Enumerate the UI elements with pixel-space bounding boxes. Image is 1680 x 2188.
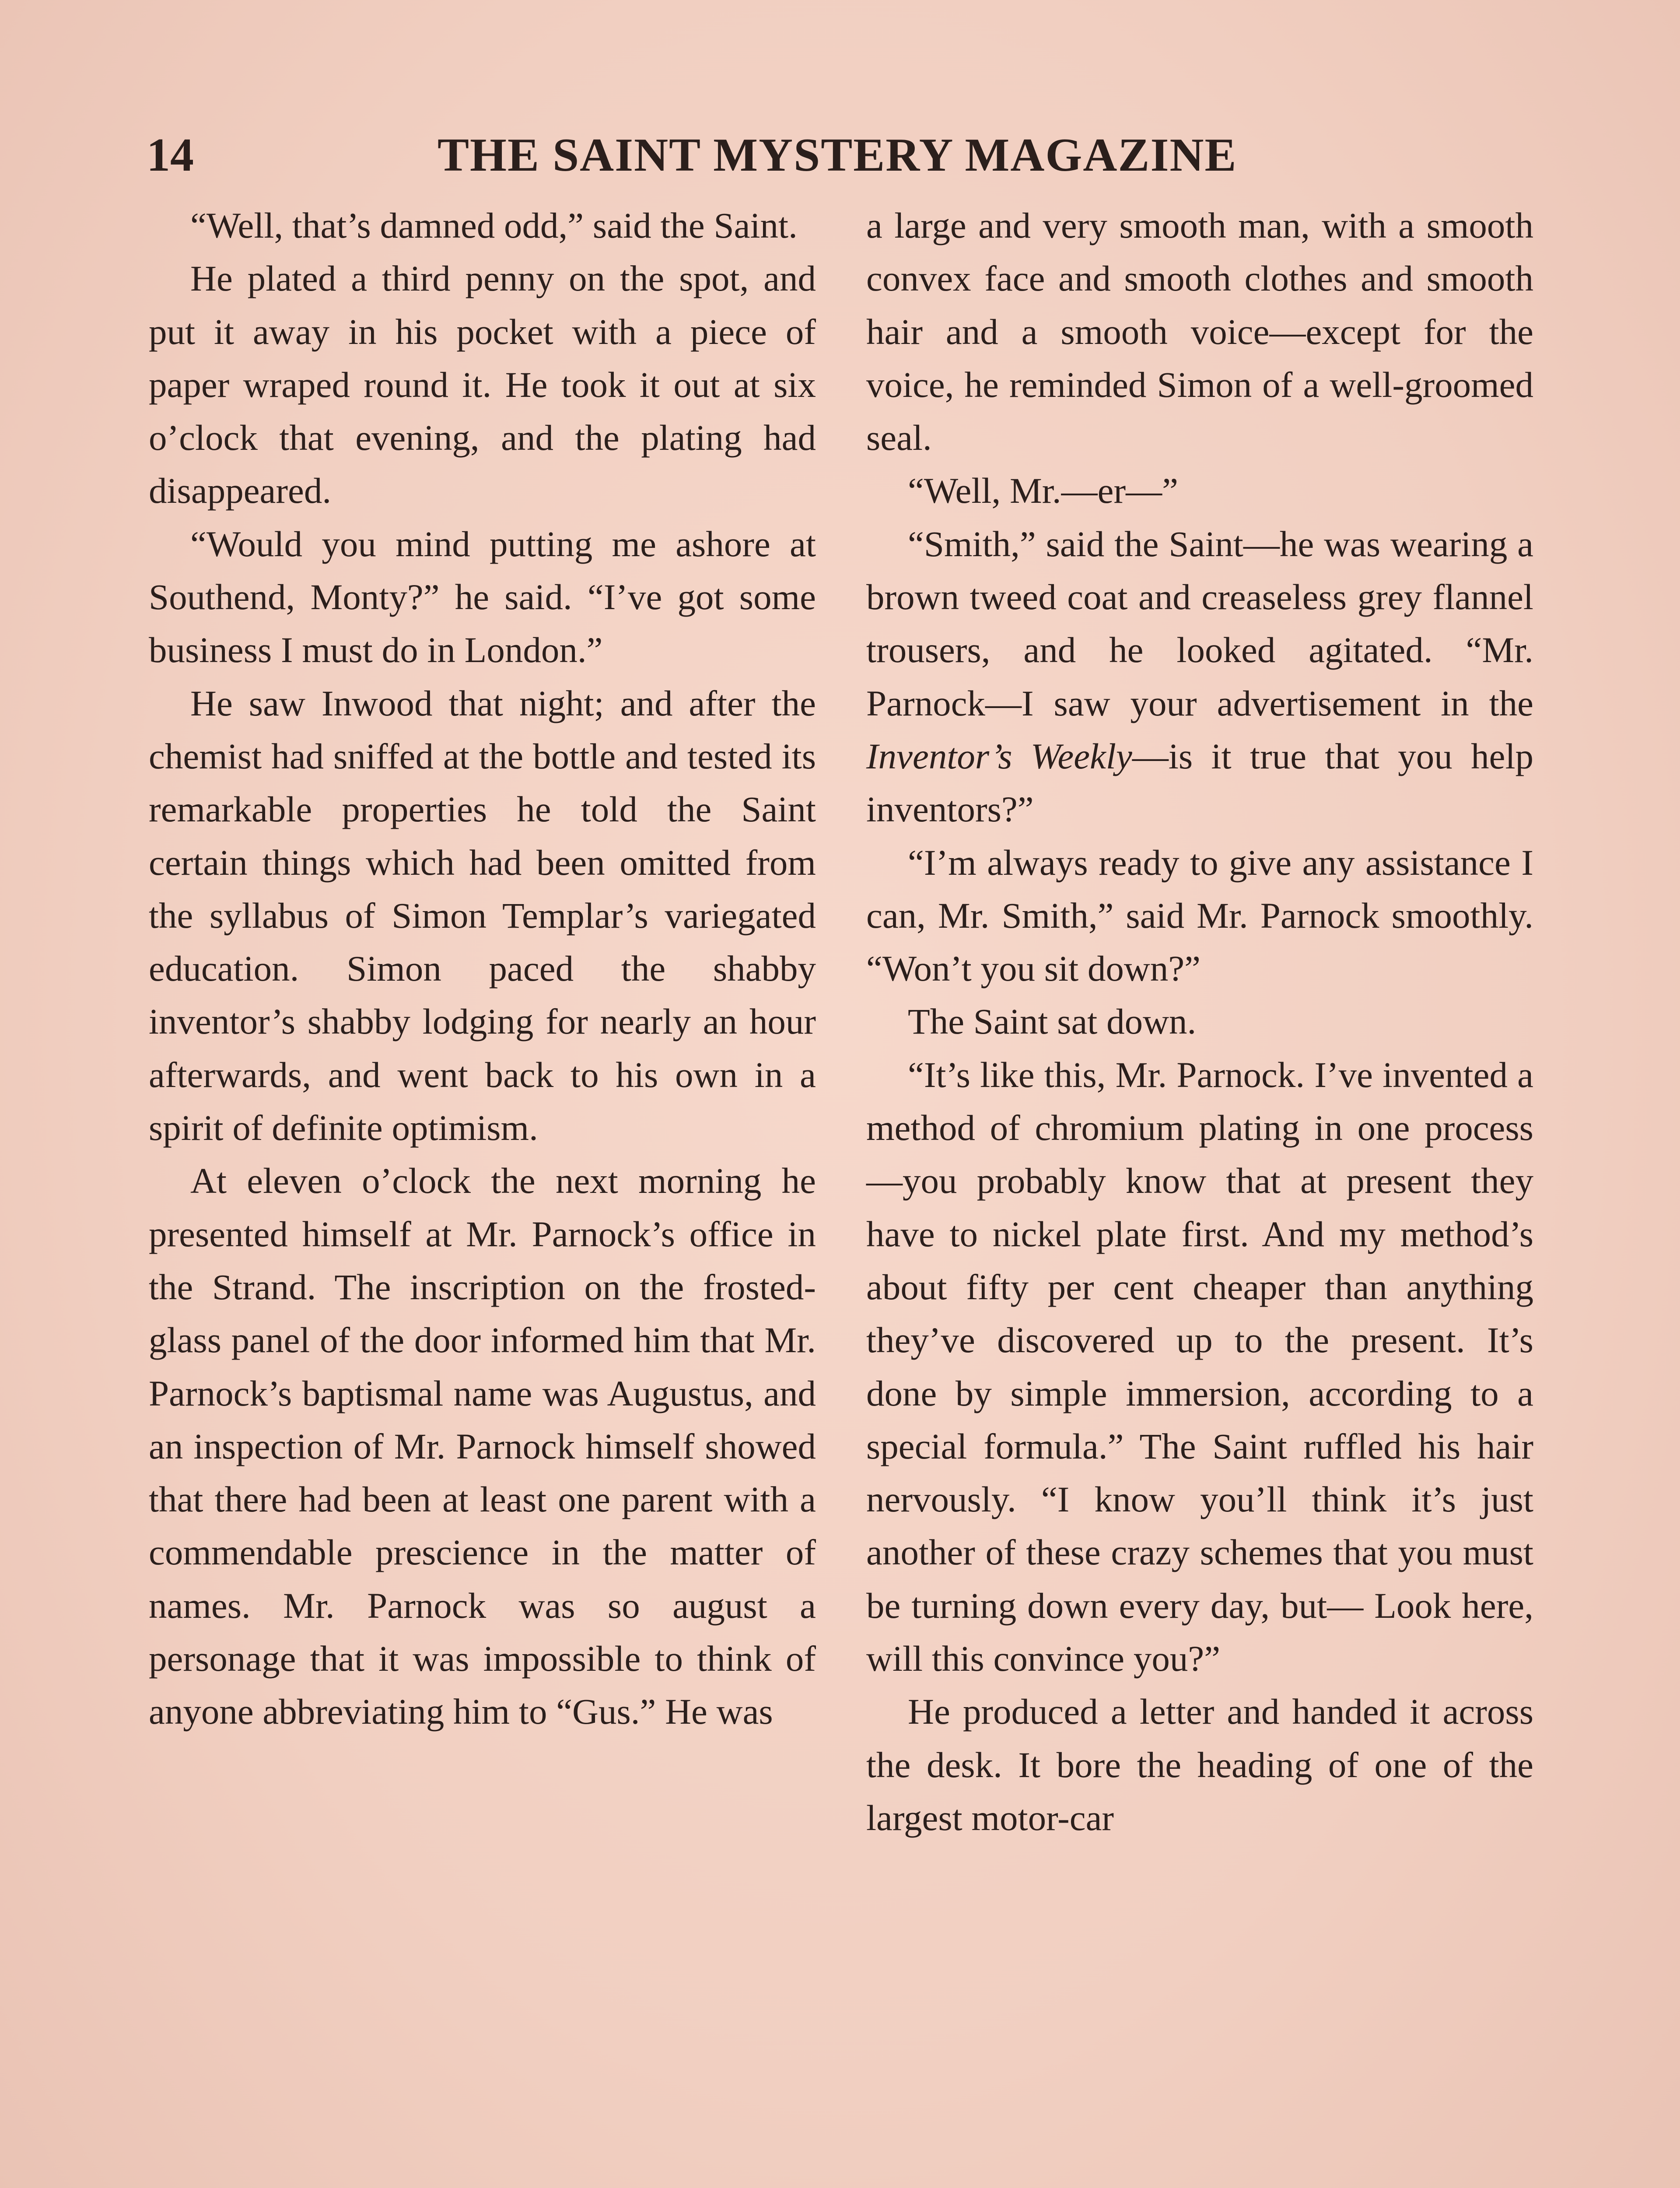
paragraph: “I’m always ready to give any assistance I can, Mr. Smith,” said Mr. Parnock smoothly. “Won’t you sit down?” (866, 842, 1533, 989)
running-head-title: THE SAINT MYSTERY MAGAZINE (438, 129, 1237, 181)
page-header (147, 120, 1533, 190)
paragraph: “Would you mind putting me ashore at Southend, Monty?” he said. “I’ve got some business I must do in London.” (149, 523, 816, 670)
paragraph: “It’s like this, Mr. Parnock. I’ve invented a method of chromium plating in one process—you probably know that at present they have to nickel plate first. And my method’s about fifty per cent cheaper than anything they’ve discovered up to the present. It’s done by simple immersion, according to a special formula.” The Saint ruffled his hair nervously. “I know you’ll think it’s just another of these crazy schemes that you must be turning down every day, but— Look here, will this convince you?” (866, 1054, 1533, 1679)
italic-title: Inventor’s Weekly (866, 736, 1132, 776)
page-number: 14 (147, 129, 194, 181)
text-segment: —is it true that you help inventors?” (866, 736, 1534, 830)
paragraph: At eleven o’clock the next morning he presented himself at Mr. Parnock’s office in the Strand. The inscription on the frosted-glass panel of the door informed him that Mr. Parnock’s baptismal name was Augustus, and an inspection of Mr. Parnock himself showed that there had been at least one parent with a commendable prescience in the matter of names. Mr. Parnock was so august a personage that it was impossible to think of anyone abbreviating him to “Gus.” He was (149, 1161, 816, 1732)
paragraph-with-italic (866, 518, 1533, 836)
paragraph: “Well, that’s damned odd,” said the Saint. (190, 205, 798, 245)
left-column (149, 199, 816, 1739)
text-segment: “Smith,” said the Saint—he was wearing a brown tweed coat and creaseless grey flannel trousers, and he looked agitated. “Mr. Parnock—I saw your advertisement in the (866, 523, 1533, 723)
paragraph: “Well, Mr.—er—” (908, 470, 1178, 511)
paragraph: a large and very smooth man, with a smooth convex face and smooth clothes and smooth hair and a smooth voice—except for the voice, he reminded Simon of a well-groomed seal. (866, 205, 1533, 458)
paragraph: He produced a letter and handed it across the desk. It bore the heading of one of the largest motor-car (866, 1691, 1533, 1838)
paragraph: He plated a third penny on the spot, and put it away in his pocket with a piece of paper wraped round it. He took it out at six o’clock that evening, and the plating had disappeared. (149, 258, 816, 511)
paragraph: The Saint sat down. (908, 1001, 1197, 1042)
right-column (866, 199, 1533, 1844)
paragraph: He saw Inwood that night; and after the chemist had sniffed at the bottle and tested its remarkable properties he told the Saint certain things which had been omitted from the syllabus of Simon Templar’s variegated education. Simon paced the shabby inventor’s shabby lodging for nearly an hour afterwards, and went back to his own in a spirit of definite optimism. (149, 683, 816, 1148)
